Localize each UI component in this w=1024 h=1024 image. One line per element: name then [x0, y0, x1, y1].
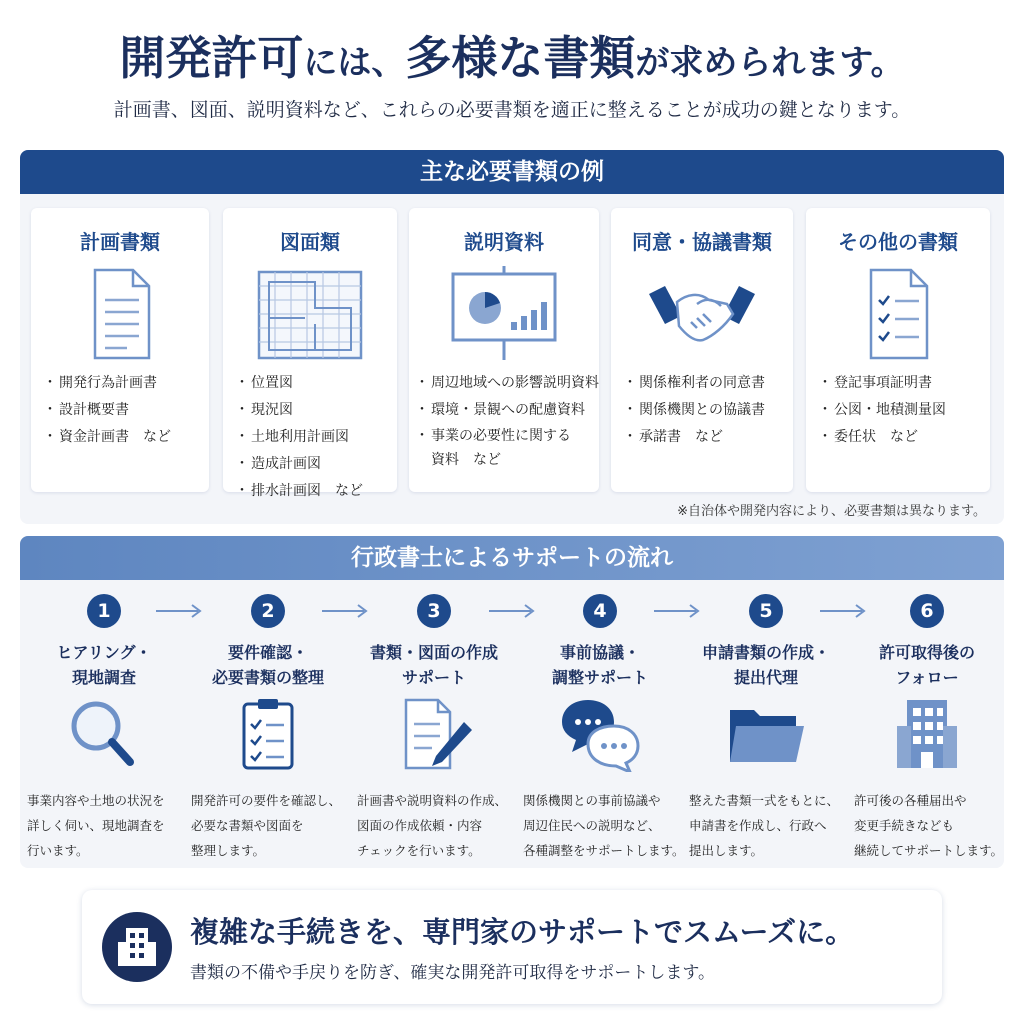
step-number: 5 — [749, 594, 783, 628]
step-number: 6 — [910, 594, 944, 628]
step-title — [685, 640, 847, 690]
doc-item-list — [629, 370, 785, 451]
step-title-line: 申請書類の作成・ — [701, 643, 830, 662]
doc-item: ・ 排水計画図 など — [241, 478, 389, 505]
doc-card-agreements — [611, 208, 793, 492]
step-number: 4 — [583, 594, 617, 628]
flow-step-2 — [187, 588, 349, 860]
blueprint-icon — [255, 264, 365, 364]
flow-heading: 行政書士によるサポートの流れ — [20, 536, 1004, 580]
folder-icon — [724, 696, 808, 772]
step-desc-line: 事業内容や土地の状況を — [27, 793, 165, 808]
doc-item: ・ 周辺地域への影響説明資料 — [421, 370, 591, 397]
step-desc-line: 計画書や説明資料の作成、 — [357, 793, 508, 808]
doc-card-title: 図面類 — [280, 230, 340, 254]
step-desc-line: 各種調整をサポートします。 — [523, 843, 685, 858]
documents-heading: 主な必要書類の例 — [20, 150, 1004, 194]
title-part4: が求められます。 — [635, 43, 905, 83]
step-desc-line: 関係機関との事前協議や — [523, 793, 661, 808]
step-desc-line: 詳しく伺い、現地調査を — [27, 818, 165, 833]
banner-subtitle: 書類の不備や手戻りを防ぎ、確実な開発許可取得をサポートします。 — [190, 963, 715, 983]
doc-card-others — [806, 208, 990, 492]
banner-icon-circle — [102, 912, 172, 982]
step-title-line: フォロー — [895, 668, 959, 687]
doc-card-title: その他の書類 — [838, 230, 958, 254]
flow-panel — [20, 536, 1004, 868]
doc-item: ・ 位置図 — [241, 370, 389, 397]
doc-item: ・ 造成計画図 — [241, 451, 389, 478]
step-desc-line: 開発許可の要件を確認し、 — [191, 793, 342, 808]
presentation-board-icon — [449, 264, 559, 364]
doc-item: ・ 関係機関との協議書 — [629, 397, 785, 424]
step-desc-line: 行います。 — [27, 843, 89, 858]
step-desc-line: 整理します。 — [191, 843, 266, 858]
page-title — [0, 22, 1024, 88]
step-title-line: 要件確認・ — [227, 643, 308, 662]
step-number: 2 — [251, 594, 285, 628]
magnifier-icon — [62, 696, 146, 772]
step-desc-line: 周辺住民への説明など、 — [523, 818, 661, 833]
step-description — [27, 788, 185, 863]
summary-banner — [82, 890, 942, 1004]
handshake-icon — [647, 264, 757, 364]
doc-item: ・ 環境・景観への配慮資料 — [421, 397, 591, 424]
doc-item-list — [241, 370, 389, 505]
flow-step-6 — [850, 588, 1004, 860]
step-desc-line: 継続してサポートします。 — [854, 843, 1004, 858]
flow-step-3 — [353, 588, 515, 860]
step-title-line: 現地調査 — [71, 668, 136, 687]
step-title — [519, 640, 681, 690]
step-title-line: 書類・図面の作成 — [369, 643, 498, 662]
flow-step-4 — [519, 588, 685, 860]
step-title — [187, 640, 349, 690]
title-part2: には、 — [303, 43, 406, 83]
step-title — [23, 640, 185, 690]
step-desc-line: 整えた書類一式をもとに、 — [689, 793, 840, 808]
step-title — [353, 640, 515, 690]
doc-card-explanations — [409, 208, 599, 492]
doc-item: ・ 設計概要書 — [49, 397, 201, 424]
step-desc-line: 許可後の各種届出や — [854, 793, 967, 808]
doc-item: ・ 登記事項証明書 — [824, 370, 982, 397]
building-icon — [885, 696, 969, 772]
step-desc-line: 図面の作成依頼・内容 — [357, 818, 483, 833]
doc-item-list — [49, 370, 201, 451]
step-description — [854, 788, 1004, 863]
documents-note: ※自治体や開発内容により、必要書類は異なります。 — [677, 504, 986, 519]
doc-item-list — [421, 370, 599, 472]
step-description — [191, 788, 349, 863]
doc-card-title: 説明資料 — [464, 230, 544, 254]
doc-item: ・ 開発行為計画書 — [49, 370, 201, 397]
doc-card-drawings — [223, 208, 397, 499]
doc-item: ・ 事業の必要性に関する資料 など — [421, 424, 571, 472]
step-title — [850, 640, 1004, 690]
doc-card-title: 計画書類 — [80, 230, 160, 254]
step-title-line: ヒアリング・ — [56, 643, 152, 662]
doc-item-list — [824, 370, 982, 451]
doc-card-title: 同意・協議書類 — [632, 230, 772, 254]
chat-bubbles-icon — [558, 696, 642, 772]
step-desc-line: 必要な書類や図面を — [191, 818, 304, 833]
flow-step-1 — [23, 588, 185, 860]
step-desc-line: 提出します。 — [689, 843, 764, 858]
step-title-line: サポート — [401, 668, 466, 687]
doc-item: ・ 承諾書 など — [629, 424, 785, 451]
page-subtitle: 計画書、図面、説明資料など、これらの必要書類を適正に整えることが成功の鍵となります。 — [113, 99, 911, 121]
step-description — [357, 788, 515, 863]
doc-item: ・ 資金計画書 など — [49, 424, 201, 451]
checklist-icon — [843, 264, 953, 364]
step-title-line: 必要書類の整理 — [211, 668, 324, 687]
doc-item: ・ 関係権利者の同意書 — [629, 370, 785, 397]
step-title-line: 事前協議・ — [559, 643, 640, 662]
step-description — [689, 788, 847, 863]
building-icon — [102, 912, 172, 982]
doc-card-plans — [31, 208, 209, 492]
step-desc-line: チェックを行います。 — [357, 843, 481, 858]
step-title-line: 許可取得後の — [878, 643, 975, 662]
flow-step-5 — [685, 588, 847, 860]
document-pencil-icon — [392, 696, 476, 772]
doc-item: ・ 現況図 — [241, 397, 389, 424]
clipboard-checklist-icon — [226, 696, 310, 772]
title-part3: 多様な書類 — [405, 31, 636, 85]
step-title-line: 調整サポート — [551, 668, 648, 687]
documents-panel — [20, 150, 1004, 524]
step-description — [523, 788, 685, 863]
document-icon — [65, 264, 175, 364]
step-number: 3 — [417, 594, 451, 628]
doc-item: ・ 土地利用計画図 — [241, 424, 389, 451]
doc-item: ・ 委任状 など — [824, 424, 982, 451]
step-title-line: 提出代理 — [733, 668, 798, 687]
step-desc-line: 申請書を作成し、行政へ — [689, 818, 827, 833]
doc-item: ・ 公図・地積測量図 — [824, 397, 982, 424]
title-part1: 開発許可 — [119, 31, 304, 85]
step-desc-line: 変更手続きなども — [854, 818, 955, 833]
step-number: 1 — [87, 594, 121, 628]
banner-title: 複雑な手続きを、専門家のサポートでスムーズに。 — [190, 915, 855, 949]
